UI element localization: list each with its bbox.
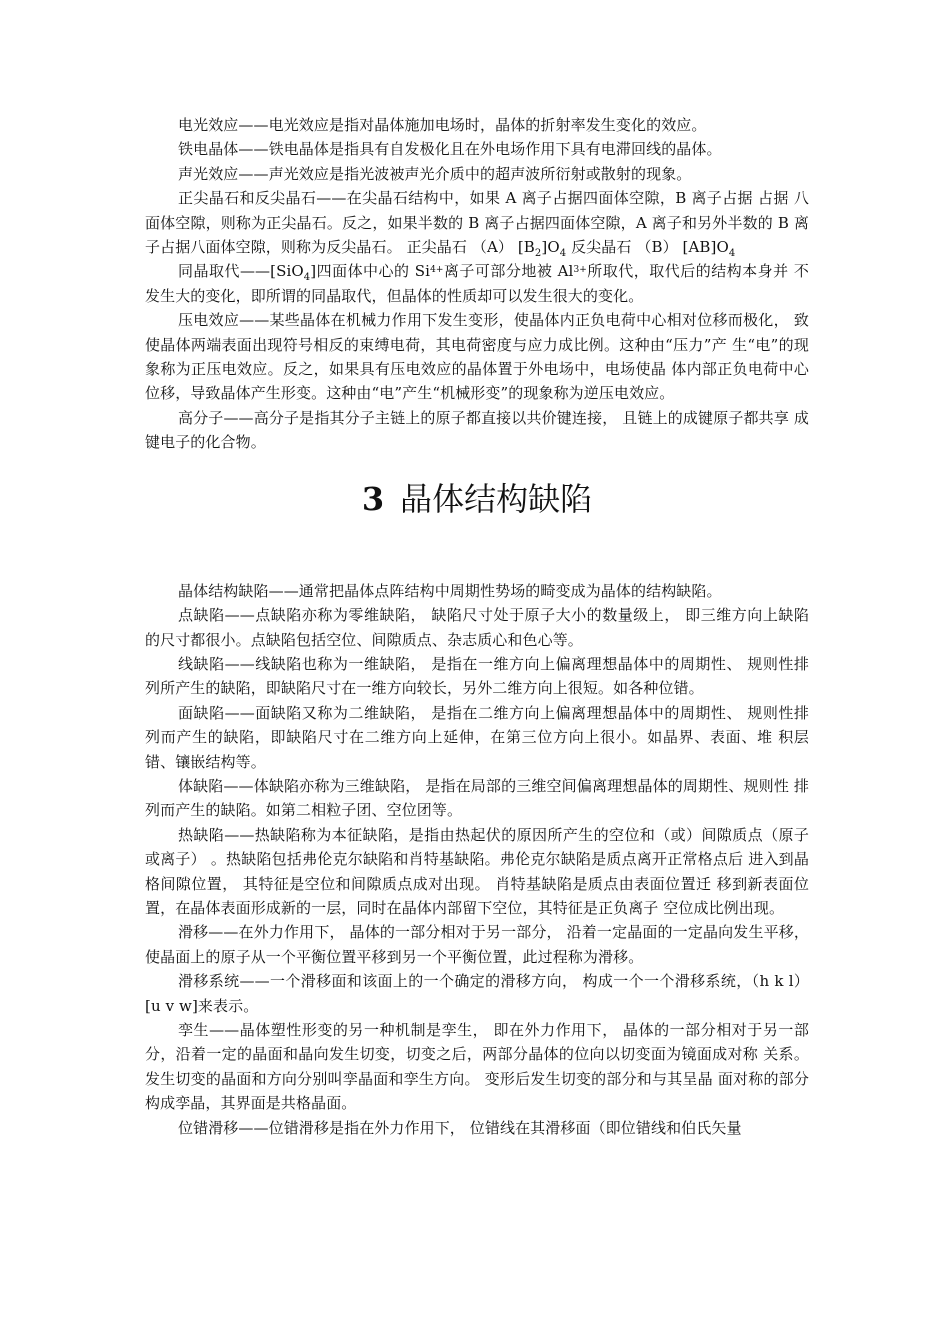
paragraph-ferroelectric: 铁电晶体——铁电晶体是指具有自发极化且在外电场作用下具有电滞回线的晶体。 (178, 140, 722, 159)
paragraph-electro-optic: 电光效应——电光效应是指对晶体施加电场时，晶体的折射率发生变化的效应。 (178, 116, 707, 134)
paragraph-twinning: 孪生——晶体塑性形变的另一种机制是孪生， 即在外力作用下， 晶体的一部分相对于另一部 分，沿着一定的晶面和晶向发生切变，切变之后，两部分晶体的位向以切变面为镜面成对称 关系。 发生切变的晶面和方向分别叫孪晶面和孪生方向。 变形后发生切变的部分和与其呈晶 面对称的部分构成孪晶，其界面是共格晶面。 (145, 1021, 809, 1113)
paragraph-volume-defect: 体缺陷——体缺陷亦称为三维缺陷， 是指在局部的三维空间偏离理想晶体的周期性、规则性 排列而产生的缺陷。如第二相粒子团、空位团等。 (145, 776, 809, 820)
paragraph-slip: 滑移——在外力作用下， 晶体的一部分相对于另一部分， 沿着一定晶面的一定晶向发生平移， 使晶面上的原子从一个平衡位置平移到另一个平衡位置，此过程称为滑移。 (145, 923, 809, 966)
paragraph-planar-defect: 面缺陷——面缺陷又称为二维缺陷， 是指在二维方向上偏离理想晶体中的周期性、 规则性排 列而产生的缺陷，即缺陷尺寸在二维方向上延伸，在第三位方向上很小。如晶界、表面、堆 积层错、镶嵌结构等。 (145, 703, 809, 771)
chapter-title: 晶体结构缺陷 (400, 479, 593, 518)
document-body (145, 113, 809, 1140)
paragraph-thermal-defect: 热缺陷——热缺陷称为本征缺陷，是指由热起伏的原因所产生的空位和（或）间隙质点（原子或离子） 。热缺陷包括弗伦克尔缺陷和肖特基缺陷。弗伦克尔缺陷是质点离开正常格点后 进入到晶格间隙位置， 其特征是空位和间隙质点成对出现。 肖特基缺陷是质点由表面位置迁 移到新表面位置，在晶体表面形成新的一层，同时在晶体内部留下空位，其特征是正负离子 空位成比例出现。 (145, 825, 809, 917)
paragraph-dislocation-slip: 位错滑移——位错滑移是指在外力作用下， 位错线在其滑移面（即位错线和伯氏矢量 (178, 1118, 742, 1137)
paragraph-point-defect: 点缺陷——点缺陷亦称为零维缺陷， 缺陷尺寸处于原子大小的数量级上， 即三维方向上缺陷 的尺寸都很小。点缺陷包括空位、间隙质点、杂志质心和色心等。 (145, 606, 809, 649)
paragraph-polymer: 高分子——高分子是指其分子主链上的原子都直接以共价键连接， 且链上的成键原子都共享 成键电子的化合物。 (145, 408, 809, 452)
paragraph-slip-system: 滑移系统——一个滑移面和该面上的一个确定的滑移方向， 构成一个一个滑移系统，（h k l）[u v w]来表示。 (145, 972, 809, 1015)
paragraph-piezoelectric: 压电效应——某些晶体在机械力作用下发生变形，使晶体内正负电荷中心相对位移而极化， 致使晶体两端表面出现符号相反的束缚电荷，其电荷密度与应力成比例。这种由“压力”产 生“电”的现象称为正压电效应。反之，如果具有压电效应的晶体置于外电场中，电场使晶 体内部正负电荷中心位移，导致晶体产生形变。这种由“电”产生“机械形变”的现象称为逆压电效应。 (145, 311, 809, 403)
paragraph-spinel: 正尖晶石和反尖晶石——在尖晶石结构中，如果 A 离子占据四面体空隙，B 离子占据 占据 八面体空隙，则称为正尖晶石。反之，如果半数的 B 离子占据四面体空隙，A 离子和另外半数的 B 离子占据八面体空隙，则称为反尖晶石。 正尖晶石 （A） $[B_2]O_4$ 反尖晶石 （B） $[AB]O_4$ (145, 189, 809, 260)
chapter-number: 3 (361, 479, 385, 518)
paragraph-line-defect: 线缺陷——线缺陷也称为一维缺陷， 是指在一维方向上偏离理想晶体中的周期性、 规则性排 列所产生的缺陷，即缺陷尺寸在一维方向较长，另外二维方向上很短。如各种位错。 (145, 654, 809, 698)
paragraph-acousto-optic: 声光效应——声光效应是指光波被声光介质中的超声波所衍射或散射的现象。 (178, 164, 692, 183)
paragraph-isomorphous-substitution: 同晶取代——[SiO$_4$]四面体中心的 $Si^{4+}$离子可部分地被 $Al^{3+}$所取代，取代后的结构本身并 不发生大的变化，即所谓的同晶取代，但晶体的性质却可以发生很大的变化。 (145, 262, 809, 305)
paragraph-crystal-defect: 晶体结构缺陷——通常把晶体点阵结构中周期性势场的畸变成为晶体的结构缺陷。 (178, 581, 722, 600)
chapter-heading (145, 475, 809, 523)
